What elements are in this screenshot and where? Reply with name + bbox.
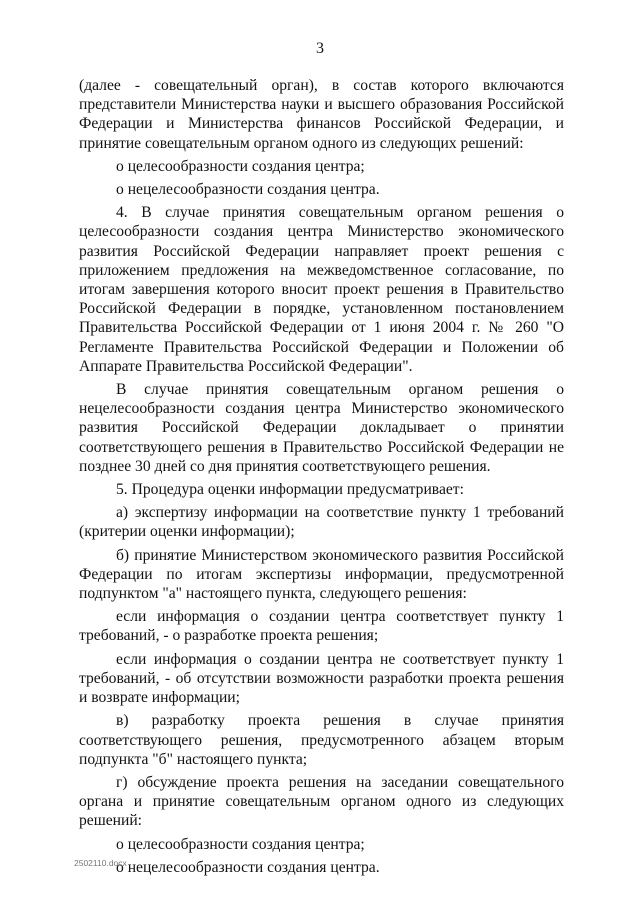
list-item: о целесообразности создания центра; — [116, 157, 365, 175]
document-body — [79, 76, 564, 877]
file-name-footer: 2502110.docx — [74, 858, 127, 868]
paragraph: В случае принятия совещательным органом решения о нецелесообразности создания центра Министерство экономического развития Российской Федерации докладывает о принятии соответствующего решения в Правительство Российской Федерации не позднее 30 дней со дня принятия соответствующего решения. — [79, 381, 564, 475]
list-item: в) разработку проекта решения в случае принятия соответствующего решения, предусмотренного абзацем вторым подпункта "б" настоящего пункта; — [79, 712, 564, 768]
list-item: если информация о создании центра не соответствует пункту 1 требований, - об отсутствии возможности разработки проекта решения и возврате информации; — [79, 650, 564, 707]
page-number: 3 — [316, 40, 324, 57]
list-item: если информация о создании центра соответствует пункту 1 требований, - о разработке проекта решения; — [79, 608, 564, 645]
paragraph: 5. Процедура оценки информации предусматривает: — [116, 481, 464, 499]
list-item: о нецелесообразности создания центра. — [116, 858, 380, 876]
list-item: а) экспертизу информации на соответствие пункту 1 требований (критерии оценки информации); — [79, 504, 564, 541]
list-item: о целесообразности создания центра; — [116, 835, 365, 853]
paragraph: (далее - совещательный орган), в состав которого включаются представители Министерства науки и высшего образования Российской Федерации и Министерства финансов Российской Федерации, и принятие совещательным органом одного из следующих решений: — [79, 77, 564, 152]
list-item: о нецелесообразности создания центра. — [116, 181, 380, 199]
list-item: б) принятие Министерством экономического развития Российской Федерации по итогам экспертизы информации, предусмотренной подпунктом "а" настоящего пункта, следующего решения: — [79, 546, 564, 603]
paragraph: 4. В случае принятия совещательным органом решения о целесообразности создания центра Министерство экономического развития Российской Федерации направляет проект решения с приложением предложения на межведомственное согласование, по итогам завершения которого вносит проект решения в Правительство Российской Федерации в порядке, установленном постановлением Правительства Российской Федерации от 1 июня 2004 г. № 260 "О Регламенте Правительства Российской Федерации и Положении об Аппарате Правительства Российской Федерации". — [79, 204, 564, 375]
list-item: г) обсуждение проекта решения на заседании совещательного органа и принятие совещательным органом одного из следующих решений: — [79, 773, 564, 830]
